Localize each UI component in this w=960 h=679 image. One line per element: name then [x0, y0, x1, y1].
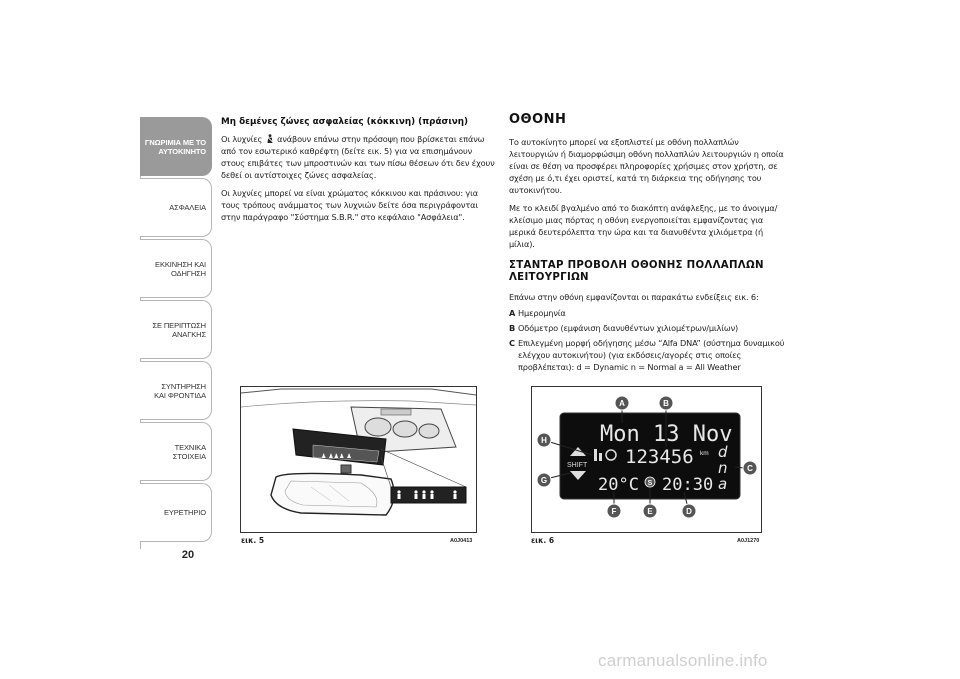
figure-caption: εικ. 6: [531, 536, 555, 545]
display-time: 20:30: [662, 475, 714, 495]
tab-index[interactable]: ΕΥΡΕΤΗΡΙΟ: [140, 483, 212, 542]
callout-a: A: [619, 399, 625, 408]
chapter-sidebar: [140, 117, 212, 547]
tab-getting-to-know[interactable]: ΓΝΩΡΙΜΙΑ ΜΕ ΤΟ ΑΥΤΟΚΙΝΗΤΟ: [140, 117, 212, 176]
page-number: 20: [181, 549, 195, 561]
watermark: carmanualsonline.info: [598, 651, 768, 670]
callout-g: G: [540, 476, 548, 485]
list-item: B Οδόμετρο (εμφάνιση διανυθέντων χιλιομέτρων/μιλίων): [509, 323, 739, 333]
callout-f: F: [611, 507, 617, 516]
seatbelt-warning-icon: [266, 134, 274, 143]
subsection-heading: ΣΤΑΝΤΑΡ ΠΡΟΒΟΛΗ ΟΘΟΝΗΣ ΠΟΛΛΑΠΛΩΝ ΛΕΙΤΟΥΡΓΙΩΝ: [509, 260, 764, 283]
tab-technical-data[interactable]: ΤΕΧΝΙΚΑ ΣΤΟΙΧΕΙΑ: [140, 422, 212, 481]
svg-text:S: S: [647, 480, 653, 487]
figure-overhead-console: [240, 386, 477, 533]
paragraph: Με το κλειδί βγαλμένο από το διακόπτη ανάφλεξης, με το άνοιγμα/κλείσιμο μιας πόρτας η οθόνη ενεργοποιείται εμφανίζοντας για μερικά δευτερόλεπτα την ώρα και τα διανυθέντα χιλιόμετρα (ή μίλια).: [509, 203, 778, 249]
callout-c: C: [747, 464, 753, 473]
display-odometer: 123456: [625, 446, 694, 468]
list-item: A Ημερομηνία: [509, 308, 566, 318]
svg-text:♟ ♟♟♟ ♟: ♟ ♟♟♟ ♟: [321, 453, 352, 460]
figure-multifunction-display: [531, 386, 762, 533]
mode-d: d: [718, 443, 728, 461]
display-temperature: 20°C: [598, 475, 639, 495]
callout-e: E: [647, 507, 653, 516]
list-item: C Επιλεγμένη μορφή οδήγησης μέσω “Alfa DNA” (σύστημα δυναμικού ελέγχου αυτοκινήτου) (για εκδόσεις/αγορές στις οποίες προβλέπεται): d = Dynamic n = Normal a = All Weather: [509, 338, 785, 372]
paragraph: Το αυτοκίνητο μπορεί να εξοπλιστεί με οθόνη πολλαπλών λειτουργιών ή διαμορφώσιμη οθόνη πολλαπλών λειτουργιών η οποία είναι σε θέση να προσφέρει πληροφορίες χρήσιμες στον χρήστη, σε σχέση με ό,τι έχει οριστεί, κατά τη διάρκεια της οδήγησης του αυτοκινήτου.: [509, 137, 784, 195]
mode-a: a: [718, 475, 728, 493]
figure-code: A0J1270: [737, 538, 760, 544]
shift-label: SHIFT: [567, 462, 588, 469]
paragraph: Επάνω στην οθόνη εμφανίζονται οι παρακάτω ενδείξεις εικ. 6:: [509, 292, 759, 302]
display-section: [509, 112, 789, 376]
figure-caption: εικ. 5: [241, 536, 265, 545]
section-heading: ΟΘΟΝΗ: [509, 112, 567, 127]
figure-code: A0J0413: [450, 538, 473, 544]
overhead-console-illustration: [241, 387, 476, 532]
mode-n: n: [718, 459, 728, 477]
callout-d: D: [686, 507, 692, 516]
tab-safety[interactable]: ΑΣΦΑΛΕΙΑ: [140, 178, 212, 237]
display-date: Mon 13 Nov: [600, 422, 733, 447]
callout-b: B: [663, 399, 669, 408]
paragraph: Οι λυχνίες μπορεί να είναι χρώματος κόκκινου και πράσινου: για τους τρόπους ανάμματος των λυχνιών δείτε όσα περιγράφονται στην παράγραφο "Σύστημα S.B.R." στο κεφάλαιο "Ασφάλεια".: [221, 188, 478, 222]
display-illustration: [532, 387, 761, 532]
paragraph: Οι λυχνίες ανάβουν επάνω στην πρόσοψη που βρίσκεται επάνω από τον εσωτερικό καθρέφτη (δείτε εικ. 5) για να επισημάνουν στους επιβάτες των μπροστινών και των πίσω θέσεων ότι δεν έχουν δεθεί οι αντίστοιχες ζώνες ασφαλείας.: [221, 134, 495, 180]
callout-h: H: [541, 436, 547, 445]
tab-starting-driving[interactable]: ΕΚΚΙΝΗΣΗ ΚΑΙ ΟΔΗΓΗΣΗ: [140, 239, 212, 298]
display-unit: km: [700, 450, 709, 457]
tab-maintenance[interactable]: ΣΥΝΤΗΡΗΣΗ ΚΑΙ ΦΡΟΝΤΙΔΑ: [140, 361, 212, 420]
seatbelt-section: [221, 117, 496, 229]
section-heading: Μη δεμένες ζώνες ασφαλείας (κόκκινη) (πράσινη): [221, 117, 469, 127]
tab-emergency[interactable]: ΣΕ ΠΕΡΙΠΤΩΣΗ ΑΝΑΓΚΗΣ: [140, 300, 212, 359]
